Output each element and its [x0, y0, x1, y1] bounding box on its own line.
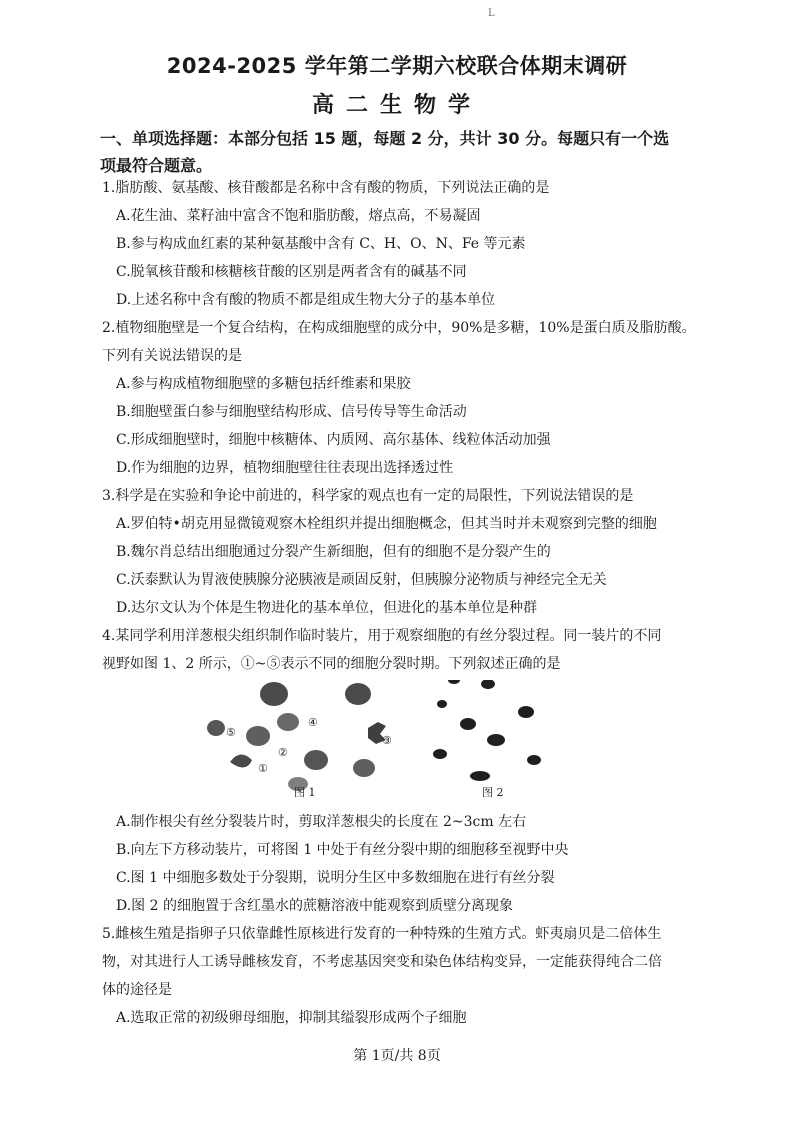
question-2-option-b: B.细胞壁蛋白参与细胞壁结构形成、信号传导等生命活动: [116, 404, 467, 420]
figure-2-label: 图 2: [482, 786, 504, 799]
question-2-stem-line-1: 2.植物细胞壁是一个复合结构，在构成细胞壁的成分中，90%是多糖，10%是蛋白质及脂肪酸。: [102, 320, 696, 336]
question-5-option-a: A.选取正常的初级卵母细胞，抑制其缢裂形成两个子细胞: [116, 1010, 467, 1026]
question-5-stem-line-1: 5.雌核生殖是指卵子只依靠雌性原核进行发育的一种特殊的生殖方式。虾夷扇贝是二倍体生: [102, 926, 662, 942]
question-4-option-b: B.向左下方移动装片，可将图 1 中处于有丝分裂中期的细胞移至视野中央: [116, 842, 569, 858]
question-1-stem: 1.脂肪酸、氨基酸、核苷酸都是名称中含有酸的物质，下列说法正确的是: [102, 180, 550, 196]
question-3-option-b: B.魏尔肖总结出细胞通过分裂产生新细胞，但有的细胞不是分裂产生的: [116, 544, 551, 560]
question-4-option-c: C.图 1 中细胞多数处于分裂期，说明分生区中多数细胞在进行有丝分裂: [116, 870, 555, 886]
cell-label-1: ①: [258, 762, 268, 775]
page-footer: 第 1页/共 8页: [353, 1048, 441, 1064]
question-1-option-a: A.花生油、菜籽油中富含不饱和脂肪酸，熔点高，不易凝固: [116, 208, 481, 224]
exam-title: 2024-2025 学年第二学期六校联合体期末调研: [166, 54, 628, 78]
question-4-stem-line-1: 4.某同学利用洋葱根尖组织制作临时装片，用于观察细胞的有丝分裂过程。同一装片的不同: [102, 628, 662, 644]
question-1-option-c: C.脱氧核苷酸和核糖核苷酸的区别是两者含有的碱基不同: [116, 264, 467, 280]
question-3-option-a: A.罗伯特•胡克用显微镜观察木栓组织并提出细胞概念，但其当时并未观察到完整的细胞: [116, 516, 657, 532]
question-2-option-d: D.作为细胞的边界，植物细胞壁往往表现出选择透过性: [116, 460, 454, 476]
question-2-option-c: C.形成细胞壁时，细胞中核糖体、内质网、高尔基体、线粒体活动加强: [116, 432, 551, 448]
question-1-option-d: D.上述名称中含有酸的物质不都是组成生物大分子的基本单位: [116, 292, 496, 308]
question-4-option-d: D.图 2 的细胞置于含红墨水的蔗糖溶液中能观察到质壁分离现象: [116, 898, 513, 914]
cell-label-3: ③: [382, 734, 392, 747]
question-4-figures: [196, 680, 556, 830]
question-5-stem-line-2: 物，对其进行人工诱导雌核发育，不考虑基因突变和染色体结构变异，一定能获得纯合二倍: [102, 954, 662, 970]
cell-label-5: ⑤: [226, 726, 236, 739]
cell-label-4: ④: [308, 716, 318, 729]
question-4-stem-line-2: 视野如图 1、2 所示，①~⑤表示不同的细胞分裂时期。下列叙述正确的是: [102, 656, 561, 672]
figure-1-label: 图 1: [294, 786, 316, 799]
question-4-option-a: A.制作根尖有丝分裂装片时，剪取洋葱根尖的长度在 2~3cm 左右: [116, 814, 527, 830]
question-5-stem-line-3: 体的途径是: [102, 982, 172, 998]
question-3-stem: 3.科学是在实验和争论中前进的，科学家的观点也有一定的局限性，下列说法错误的是: [102, 488, 634, 504]
figure-2-micrograph: [433, 680, 541, 781]
section-heading-line-1: 一、单项选择题：本部分包括 15 题，每题 2 分，共计 30 分。每题只有一个选: [100, 129, 670, 148]
question-3-option-c: C.沃泰默认为胃液使胰腺分泌胰液是顽固反射，但胰腺分泌物质与神经完全无关: [116, 572, 607, 588]
question-2-option-a: A.参与构成植物细胞壁的多糖包括纤维素和果胶: [116, 376, 411, 392]
section-heading-line-2: 项最符合题意。: [100, 156, 213, 175]
cell-label-2: ②: [278, 746, 288, 759]
corner-mark: L: [488, 8, 495, 19]
micrograph-figures: [196, 680, 556, 800]
question-1-option-b: B.参与构成血红素的某种氨基酸中含有 C、H、O、N、Fe 等元素: [116, 236, 526, 252]
section-heading: [100, 125, 680, 179]
question-2-stem-line-2: 下列有关说法错误的是: [102, 348, 242, 364]
subject-title: 高二生物学: [311, 93, 482, 118]
question-3-option-d: D.达尔文认为个体是生物进化的基本单位，但进化的基本单位是种群: [116, 600, 538, 616]
